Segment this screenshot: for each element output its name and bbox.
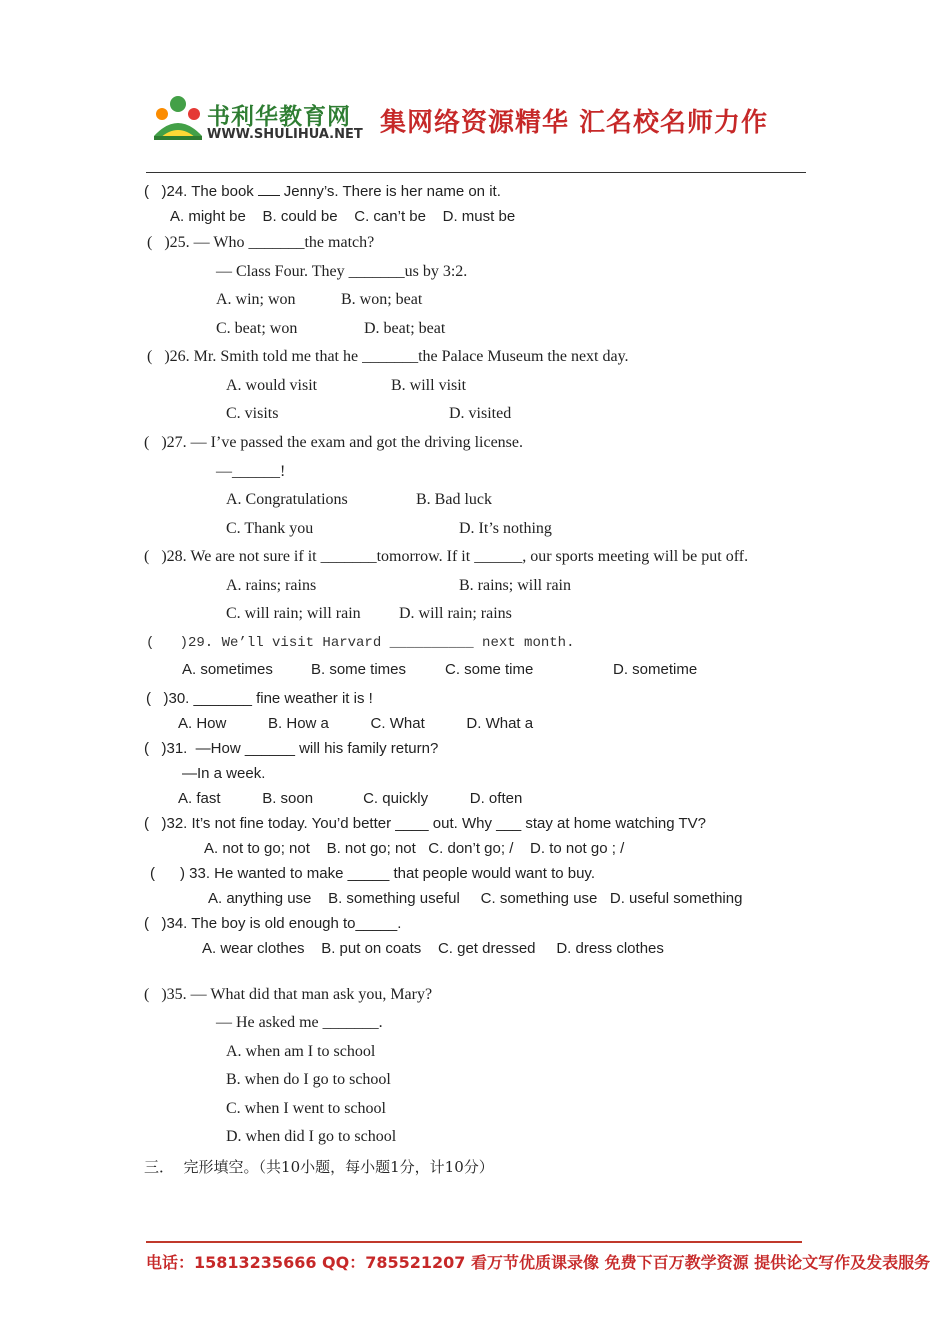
question-28-stem: ( )28. We are not sure if it _______tomorrow. If it ______, our sports meeting will be put off. bbox=[144, 548, 749, 565]
option-d: D. beat; beat bbox=[364, 320, 446, 337]
footer-divider bbox=[146, 1241, 802, 1243]
option-d: D. will rain; rains bbox=[399, 605, 512, 622]
question-26-stem: ( )26. Mr. Smith told me that he _______the Palace Museum the next day. bbox=[147, 348, 629, 365]
option-a: A. sometimes bbox=[182, 661, 273, 678]
option-a: A. Congratulations bbox=[226, 491, 348, 508]
question-29-stem: ( )29. We’ll visit Harvard __________ next month. bbox=[146, 635, 575, 651]
option-b: B. when do I go to school bbox=[226, 1071, 391, 1088]
option-d: D. It’s nothing bbox=[459, 520, 552, 537]
question-30-stem: ( )30. _______ fine weather it is ! bbox=[146, 690, 373, 707]
answer-blank bbox=[258, 183, 280, 196]
option-b: B. Bad luck bbox=[416, 491, 492, 508]
question-25-reply: — Class Four. They _______us by 3:2. bbox=[216, 263, 468, 280]
option-b: B. will visit bbox=[391, 377, 467, 394]
option-d: D. when did I go to school bbox=[226, 1128, 397, 1145]
option-b: B. some times bbox=[311, 661, 407, 678]
footer-contact: 电话：15813235666 QQ：785521207 看万节优质课录像 免费下百万教学资源 提供论文写作及发表服务 bbox=[146, 1253, 931, 1272]
section-heading: 三． 完形填空。（共10小题，每小题1分，计10分） bbox=[144, 1158, 494, 1176]
question-24-stem: ( )24. The book Jenny’s. There is her name on it. bbox=[144, 183, 501, 200]
option-c: C. visits bbox=[226, 405, 279, 422]
question-31-stem: ( )31. —How ______ will his family return? bbox=[144, 740, 439, 757]
option-d: D. sometime bbox=[613, 661, 698, 678]
option-c: C. Thank you bbox=[226, 520, 314, 537]
question-34-stem: ( )34. The boy is old enough to_____. bbox=[144, 915, 402, 932]
logo-icon bbox=[150, 92, 206, 144]
question-31-options: A. fast B. soon C. quickly D. often bbox=[178, 790, 523, 807]
option-a: A. win; won bbox=[216, 291, 296, 308]
option-a: A. would visit bbox=[226, 377, 318, 394]
question-34-options: A. wear clothes B. put on coats C. get dressed D. dress clothes bbox=[202, 940, 664, 957]
question-27-stem: ( )27. — I’ve passed the exam and got the driving license. bbox=[144, 434, 523, 451]
question-30-options: A. How B. How a C. What D. What a bbox=[178, 715, 534, 732]
question-32-stem: ( )32. It’s not fine today. You’d better ____ out. Why ___ stay at home watching TV? bbox=[144, 815, 707, 832]
question-33-stem: ( ) 33. He wanted to make _____ that people would want to buy. bbox=[150, 865, 595, 882]
logo-name: 书利华教育网 bbox=[207, 104, 351, 130]
option-c: C. will rain; will rain bbox=[226, 605, 361, 622]
question-31-reply: —In a week. bbox=[182, 765, 266, 782]
question-24-options: A. might be B. could be C. can’t be D. must be bbox=[170, 208, 516, 225]
option-b: B. won; beat bbox=[341, 291, 423, 308]
option-d: D. visited bbox=[449, 405, 512, 422]
option-b: B. rains; will rain bbox=[459, 577, 571, 594]
logo-url: WWW.SHULIHUA.NET bbox=[207, 127, 363, 142]
header-divider bbox=[146, 172, 806, 173]
option-a: A. when am I to school bbox=[226, 1043, 376, 1060]
header-slogan: 集网络资源精华 汇名校名师力作 bbox=[380, 108, 769, 138]
option-a: A. rains; rains bbox=[226, 577, 317, 594]
question-35-reply: — He asked me _______. bbox=[216, 1014, 383, 1031]
option-c: C. beat; won bbox=[216, 320, 298, 337]
option-c: C. some time bbox=[445, 661, 534, 678]
question-27-reply: —______! bbox=[216, 463, 286, 480]
question-35-stem: ( )35. — What did that man ask you, Mary? bbox=[144, 986, 433, 1003]
question-33-options: A. anything use B. something useful C. something use D. useful something bbox=[208, 890, 743, 907]
option-c: C. when I went to school bbox=[226, 1100, 386, 1117]
question-25-stem: ( )25. — Who _______the match? bbox=[147, 234, 375, 251]
question-32-options: A. not to go; not B. not go; not C. don’t go; / D. to not go ; / bbox=[204, 840, 625, 857]
